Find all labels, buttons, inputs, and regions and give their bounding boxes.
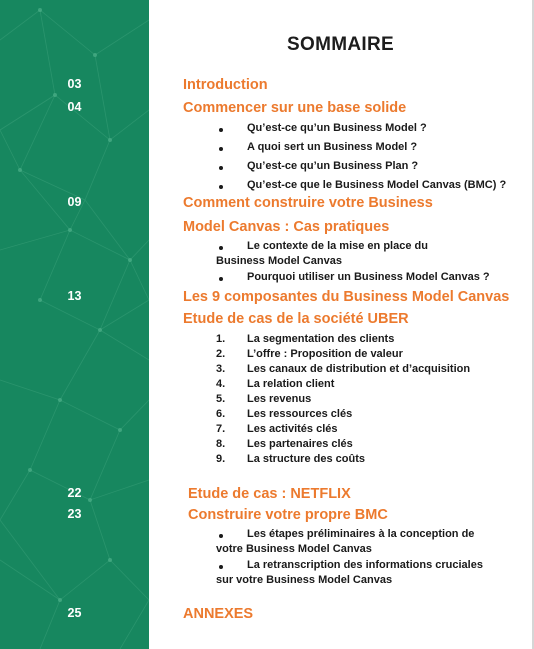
list-item: Le contexte de la mise en place du	[247, 240, 428, 252]
list-item: Les canaux de distribution et d’acquisition	[247, 363, 471, 375]
page-number-composantes: 13	[67, 289, 82, 303]
heading-netflix: Etude de cas : NETFLIX	[188, 486, 351, 502]
page-number-base: 04	[67, 100, 82, 114]
sidebar	[0, 0, 149, 649]
bullet-icon	[219, 128, 223, 132]
list-number: 9.	[216, 453, 226, 465]
page-number-introduction: 03	[67, 77, 82, 91]
list-number: 2.	[216, 348, 226, 360]
heading-introduction: Introduction	[183, 77, 268, 93]
heading-bmc-line1: Comment construire votre Business	[183, 195, 433, 211]
list-number: 7.	[216, 423, 226, 435]
list-item: Les ressources clés	[247, 408, 353, 420]
list-number: 4.	[216, 378, 226, 390]
list-item: La segmentation des clients	[247, 333, 395, 345]
list-number: 5.	[216, 393, 226, 405]
list-item: Les revenus	[247, 393, 312, 405]
page-number-annexes: 25	[67, 606, 82, 620]
heading-annexes: ANNEXES	[183, 606, 254, 622]
list-number: 8.	[216, 438, 226, 450]
heading-uber: Etude de cas de la société UBER	[183, 311, 409, 327]
page-title: SOMMAIRE	[287, 34, 394, 55]
list-item: Les partenaires clés	[247, 438, 353, 450]
list-item: Qu’est-ce qu’un Business Plan ?	[247, 160, 419, 172]
list-item-continuation: sur votre Business Model Canvas	[216, 574, 393, 586]
heading-propre-bmc: Construire votre propre BMC	[188, 507, 388, 523]
heading-bmc-line2: Model Canvas : Cas pratiques	[183, 219, 390, 235]
page-number-propre: 23	[67, 507, 82, 521]
list-item: L’offre : Proposition de valeur	[247, 348, 403, 360]
list-item: La relation client	[247, 378, 335, 390]
bullet-icon	[219, 277, 223, 281]
page-number-bmc: 09	[67, 195, 82, 209]
list-item: Qu’est-ce qu’un Business Model ?	[247, 122, 427, 134]
list-number: 6.	[216, 408, 226, 420]
bullet-icon	[219, 534, 223, 538]
list-item: La retranscription des informations cruciales	[247, 559, 483, 571]
bullet-icon	[219, 147, 223, 151]
list-number: 1.	[216, 333, 226, 345]
bullet-icon	[219, 246, 223, 250]
bullet-icon	[219, 166, 223, 170]
bullet-icon	[219, 565, 223, 569]
list-item: La structure des coûts	[247, 453, 365, 465]
list-item-continuation: votre Business Model Canvas	[216, 543, 372, 555]
geometric-pattern	[0, 0, 149, 649]
list-item: Les activités clés	[247, 423, 338, 435]
list-item: Pourquoi utiliser un Business Model Canvas ?	[247, 271, 490, 283]
list-item: Les étapes préliminaires à la conception de	[247, 528, 475, 540]
heading-composantes: Les 9 composantes du Business Model Canvas	[183, 289, 510, 305]
list-item: A quoi sert un Business Model ?	[247, 141, 418, 153]
list-item-continuation: Business Model Canvas	[216, 255, 342, 267]
list-number: 3.	[216, 363, 226, 375]
page-number-netflix: 22	[67, 486, 82, 500]
heading-base-solide: Commencer sur une base solide	[183, 100, 407, 116]
list-item: Qu’est-ce que le Business Model Canvas (BMC) ?	[247, 179, 507, 191]
bullet-icon	[219, 185, 223, 189]
